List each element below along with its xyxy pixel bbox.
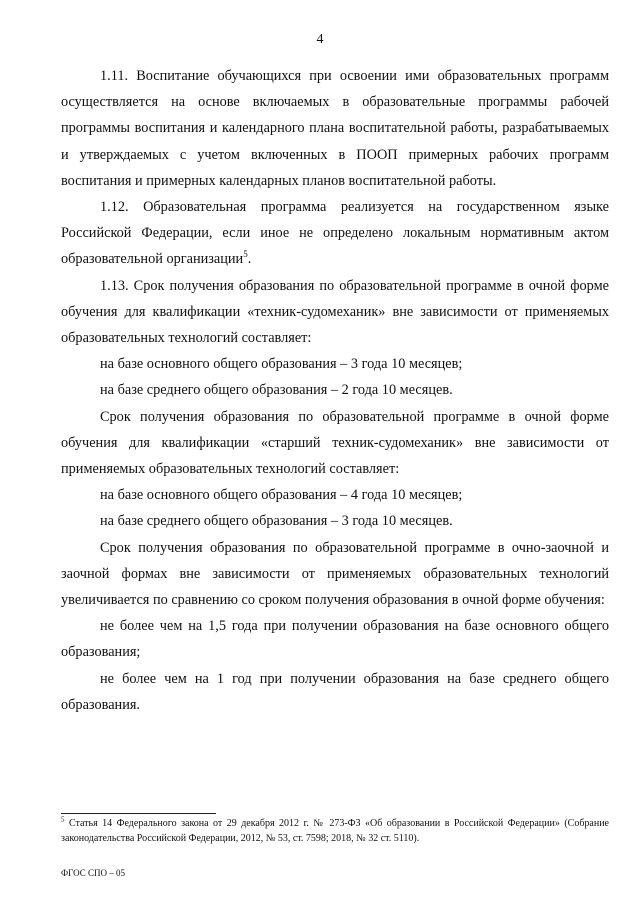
list-item: на базе основного общего образования – 3 года 10 месяцев; [100, 356, 463, 373]
footnote-reference[interactable]: 5 [243, 249, 248, 260]
paragraph-part-time: Срок получения образования по образовательной программе в очно-заочной и заочной формах вне зависимости от применяемых образовательных технологий увеличивается по сравнению со сроком получения образования в очной форме обучения: [61, 539, 609, 609]
paragraph-1-12: 1.12. Образовательная программа реализуется на государственном языке Российской Федерации, если иное не определено локальным нормативным актом образовательной организации$^5$. [61, 199, 609, 268]
footnote-text: Статья 14 Федерального закона от 29 декабря 2012 г. № 273-ФЗ «Об образовании в Российской Федерации» (Собрание законодательства Российской Федерации, 2012, № 53, ст. 7598; 2018, № 32 ст. 5110). [61, 818, 609, 844]
list-item: на базе среднего общего образования – 2 года 10 месяцев. [100, 382, 453, 399]
paragraph-1-13: 1.13. Срок получения образования по образовательной программе в очной форме обучения для квалификации «техник-судомеханик» вне зависимости от применяемых образовательных технологий составляет: [61, 277, 609, 347]
footnote-mark: 5 [61, 815, 65, 824]
footnote [61, 816, 609, 846]
page-number: 4 [316, 32, 324, 47]
list-item: не более чем на 1 год при получении образования на базе среднего общего образования. [61, 670, 609, 713]
list-item: на базе среднего общего образования – 3 года 10 месяцев. [100, 513, 453, 530]
footnote-divider [61, 813, 216, 814]
list-item: на базе основного общего образования – 4 года 10 месяцев; [100, 487, 463, 504]
document-body [61, 63, 609, 718]
paragraph-1-11: 1.11. Воспитание обучающихся при освоении ими образовательных программ осуществляется на основе включаемых в образовательные программы рабочей программы воспитания и календарного плана воспитательной работы, разрабатываемых и утверждаемых с учетом включенных в ПООП примерных рабочих программ воспитания и примерных календарных планов воспитательной работы. [61, 68, 609, 189]
list-item: не более чем на 1,5 года при получении образования на базе основного общего образования; [61, 618, 609, 661]
footer-code: ФГОС СПО – 05 [61, 868, 125, 878]
paragraph-senior-tech: Срок получения образования по образовательной программе в очной форме обучения для квалификации «старший техник-судомеханик» вне зависимости от применяемых образовательных технологий составляет: [61, 408, 609, 478]
